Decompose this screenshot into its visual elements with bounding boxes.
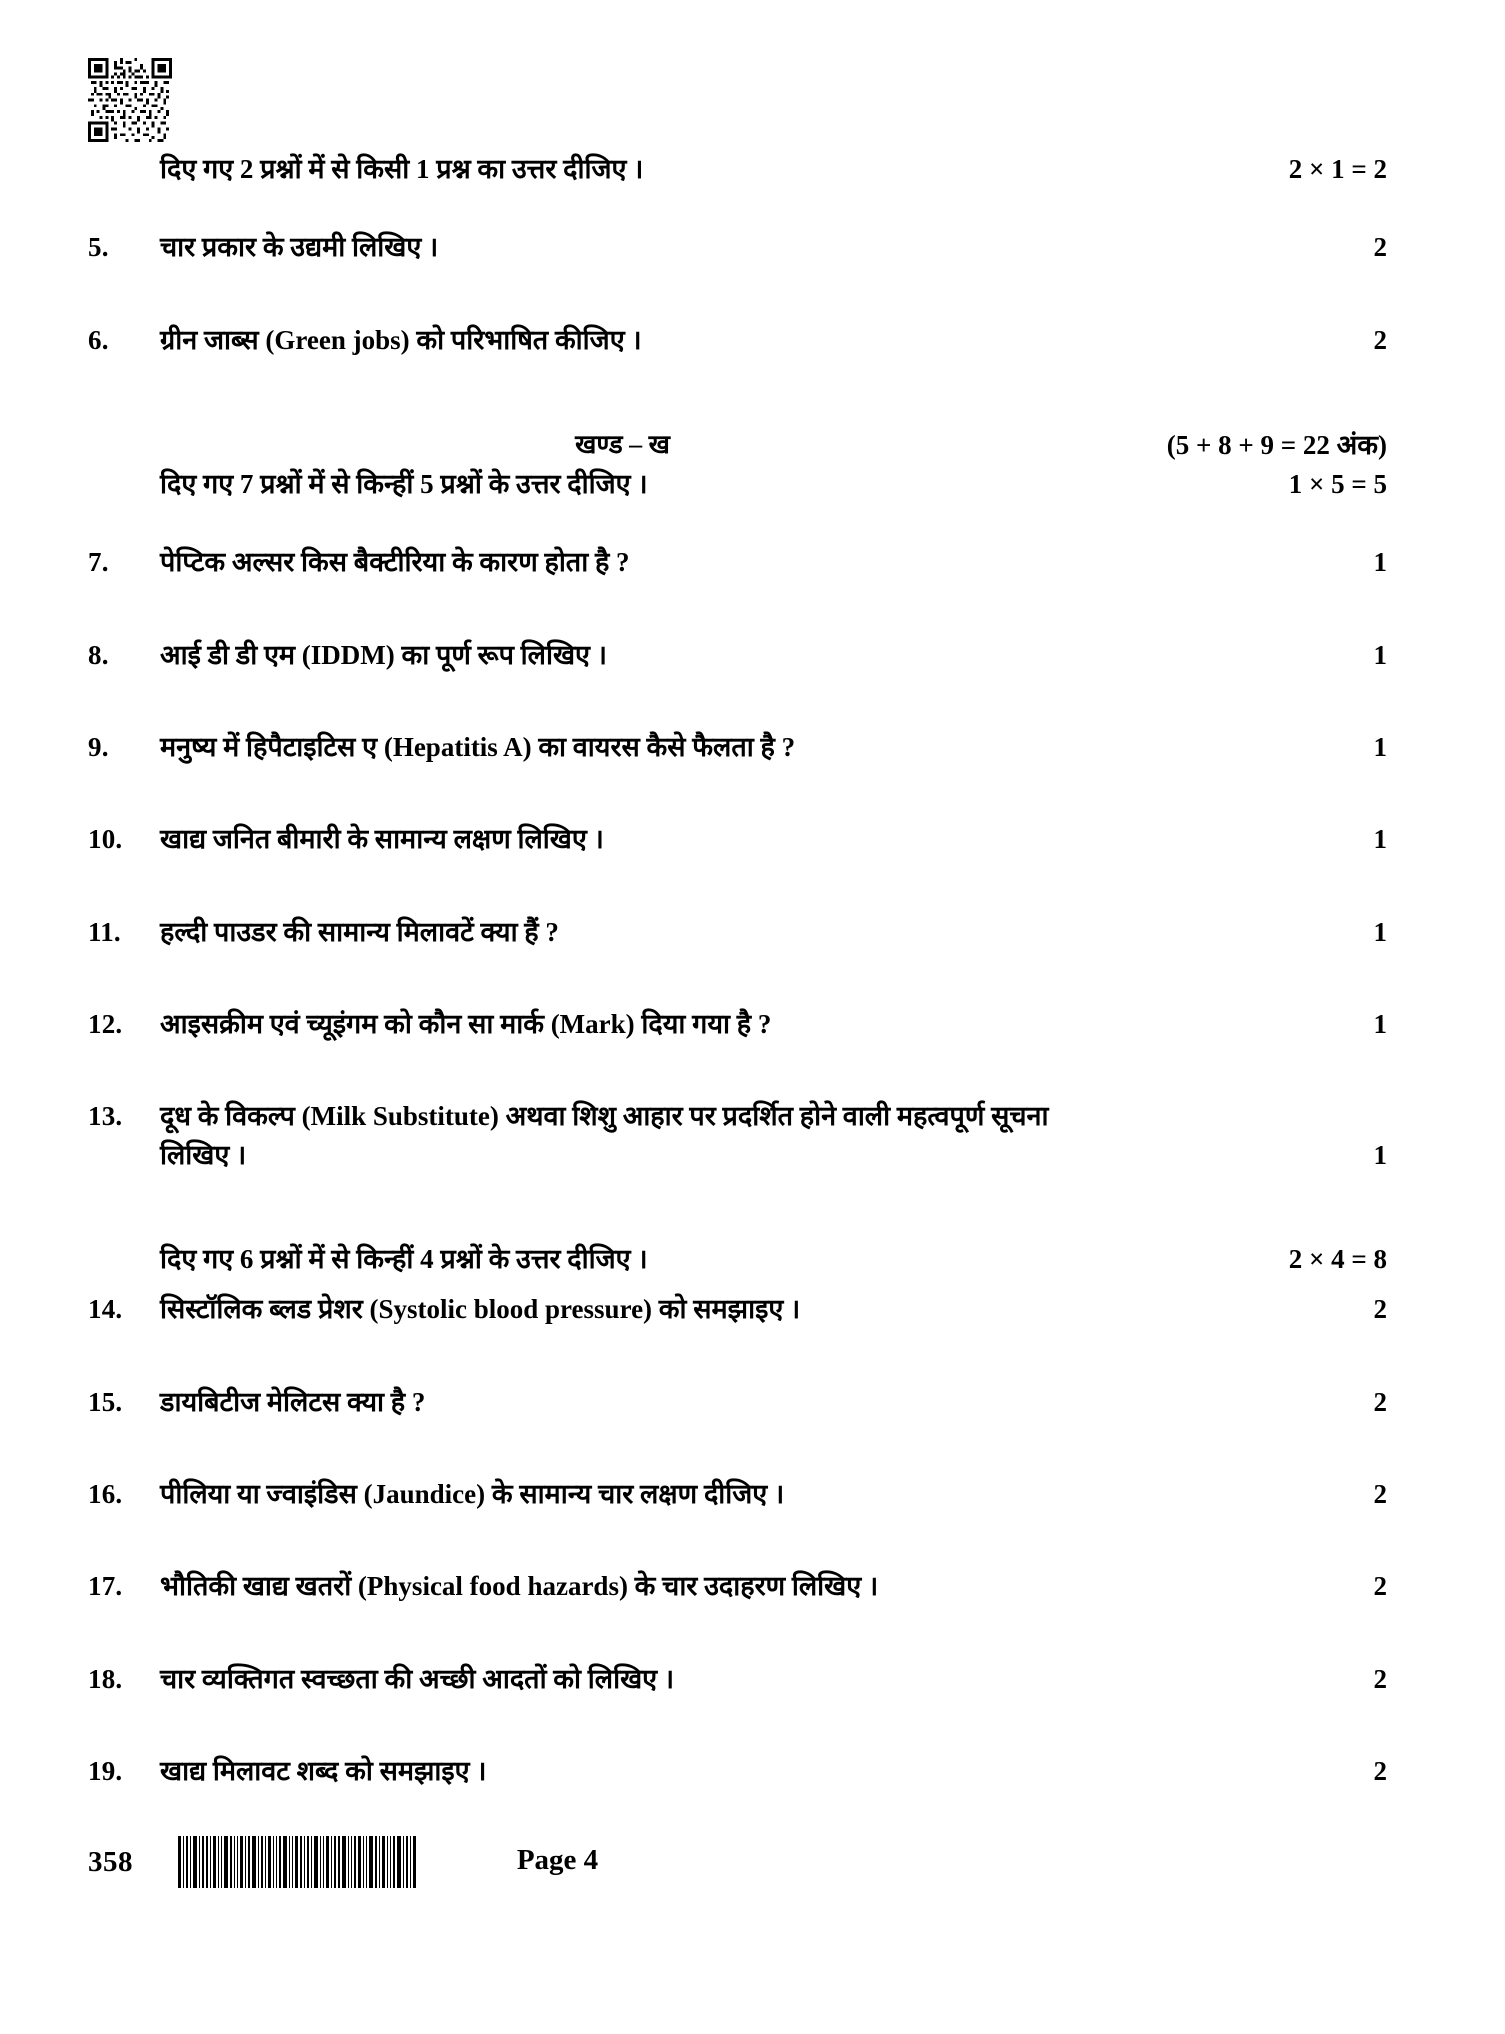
question-number-16: 16. <box>88 1478 123 1509</box>
question-number-12: 12. <box>88 1008 123 1039</box>
question-marks-6: 2 <box>1373 324 1387 355</box>
question-text-12: आइसक्रीम एवं च्यूइंगम को कौन सा मार्क (Mark) दिया गया है ? <box>160 1008 772 1039</box>
question-row-15 <box>0 1383 1505 1421</box>
question-row-9 <box>0 728 1505 766</box>
page-footer <box>0 1834 1505 1894</box>
question-text-13-line1: दूध के विकल्प (Milk Substitute) अथवा शिशु आहार पर प्रदर्शित होने वाली महत्वपूर्ण सूचना <box>160 1101 1049 1132</box>
question-marks-8: 1 <box>1373 639 1387 670</box>
question-marks-11: 1 <box>1373 916 1387 947</box>
instruction-row-choose-1-of-2 <box>0 150 1505 188</box>
instruction-text: दिए गए 2 प्रश्नों में से किसी 1 प्रश्न का उत्तर दीजिए । <box>160 154 644 184</box>
question-row-18 <box>0 1660 1505 1698</box>
question-text-7: पेप्टिक अल्सर किस बैक्टीरिया के कारण होता है ? <box>160 547 630 578</box>
question-row-13-continuation <box>0 1136 1505 1174</box>
question-marks-7: 1 <box>1373 547 1387 578</box>
instruction-marks: 2 × 4 = 8 <box>1288 1243 1387 1274</box>
instruction-marks: 1 × 5 = 5 <box>1288 468 1387 499</box>
question-marks-13: 1 <box>1373 1139 1387 1170</box>
question-list <box>0 150 1505 1790</box>
question-marks-19: 2 <box>1373 1755 1387 1786</box>
question-number-19: 19. <box>88 1755 123 1786</box>
qr-code-icon <box>88 58 172 142</box>
question-text-14: सिस्टॉलिक ब्लड प्रेशर (Systolic blood pressure) को समझाइए । <box>160 1294 801 1325</box>
question-row-8 <box>0 636 1505 674</box>
question-number-18: 18. <box>88 1663 123 1694</box>
question-number-11: 11. <box>88 916 121 947</box>
question-text-8: आई डी डी एम (IDDM) का पूर्ण रूप लिखिए । <box>160 639 607 670</box>
question-row-14 <box>0 1290 1505 1328</box>
question-marks-17: 2 <box>1373 1571 1387 1602</box>
instruction-text: दिए गए 6 प्रश्नों में से किन्हीं 4 प्रश्नों के उत्तर दीजिए । <box>160 1243 648 1274</box>
instruction-text: दिए गए 7 प्रश्नों में से किन्हीं 5 प्रश्नों के उत्तर दीजिए । <box>160 468 648 499</box>
question-number-5: 5. <box>88 232 109 263</box>
question-text-9: मनुष्य में हिपैटाइटिस ए (Hepatitis A) का वायरस कैसे फैलता है ? <box>160 731 796 762</box>
question-marks-12: 1 <box>1373 1008 1387 1039</box>
question-row-7 <box>0 543 1505 581</box>
question-number-17: 17. <box>88 1571 123 1602</box>
question-number-14: 14. <box>88 1294 123 1325</box>
question-marks-15: 2 <box>1373 1386 1387 1417</box>
section-b-title: खण्ड – ख <box>575 429 670 459</box>
question-row-13 <box>0 1097 1505 1135</box>
instruction-marks: 2 × 1 = 2 <box>1288 154 1387 184</box>
question-number-10: 10. <box>88 824 123 855</box>
question-row-19 <box>0 1752 1505 1790</box>
question-marks-16: 2 <box>1373 1478 1387 1509</box>
question-text-19: खाद्य मिलावट शब्द को समझाइए । <box>160 1755 487 1786</box>
question-row-11 <box>0 913 1505 951</box>
question-marks-9: 1 <box>1373 731 1387 762</box>
question-text-16: पीलिया या ज्वाइंडिस (Jaundice) के सामान्य चार लक्षण दीजिए । <box>160 1478 785 1509</box>
question-row-5 <box>0 228 1505 266</box>
section-b-header <box>0 425 1505 465</box>
question-text-6: ग्रीन जाब्स (Green jobs) को परिभाषित कीजिए । <box>160 324 642 355</box>
question-number-8: 8. <box>88 639 109 670</box>
question-marks-10: 1 <box>1373 824 1387 855</box>
question-marks-14: 2 <box>1373 1294 1387 1325</box>
question-text-17: भौतिकी खाद्य खतरों (Physical food hazards) के चार उदाहरण लिखिए । <box>160 1571 879 1602</box>
instruction-row-choose-4-of-6 <box>0 1240 1505 1278</box>
instruction-row-choose-5-of-7 <box>0 465 1505 503</box>
question-number-6: 6. <box>88 324 109 355</box>
question-row-16 <box>0 1475 1505 1513</box>
question-marks-5: 2 <box>1373 232 1387 263</box>
question-number-13: 13. <box>88 1101 123 1132</box>
question-text-10: खाद्य जनित बीमारी के सामान्य लक्षण लिखिए । <box>160 824 604 855</box>
question-number-9: 9. <box>88 731 109 762</box>
question-number-15: 15. <box>88 1386 123 1417</box>
question-text-5: चार प्रकार के उद्यमी लिखिए । <box>160 232 439 263</box>
question-row-12 <box>0 1005 1505 1043</box>
page-number-label: Page 4 <box>516 1844 599 1876</box>
paper-code: 358 <box>88 1846 133 1878</box>
question-text-13-line2: लिखिए । <box>160 1139 247 1170</box>
question-text-11: हल्दी पाउडर की सामान्य मिलावटें क्या हैं ? <box>160 916 559 947</box>
question-row-10 <box>0 820 1505 858</box>
question-row-17 <box>0 1567 1505 1605</box>
question-text-15: डायबिटीज मेलिटस क्या है ? <box>160 1386 426 1417</box>
section-b-total-marks: (5 + 8 + 9 = 22 अंक) <box>1166 429 1387 460</box>
question-number-7: 7. <box>88 547 109 578</box>
question-text-18: चार व्यक्तिगत स्वच्छता की अच्छी आदतों को लिखिए । <box>160 1663 675 1694</box>
question-marks-18: 2 <box>1373 1663 1387 1694</box>
question-row-6 <box>0 321 1505 359</box>
